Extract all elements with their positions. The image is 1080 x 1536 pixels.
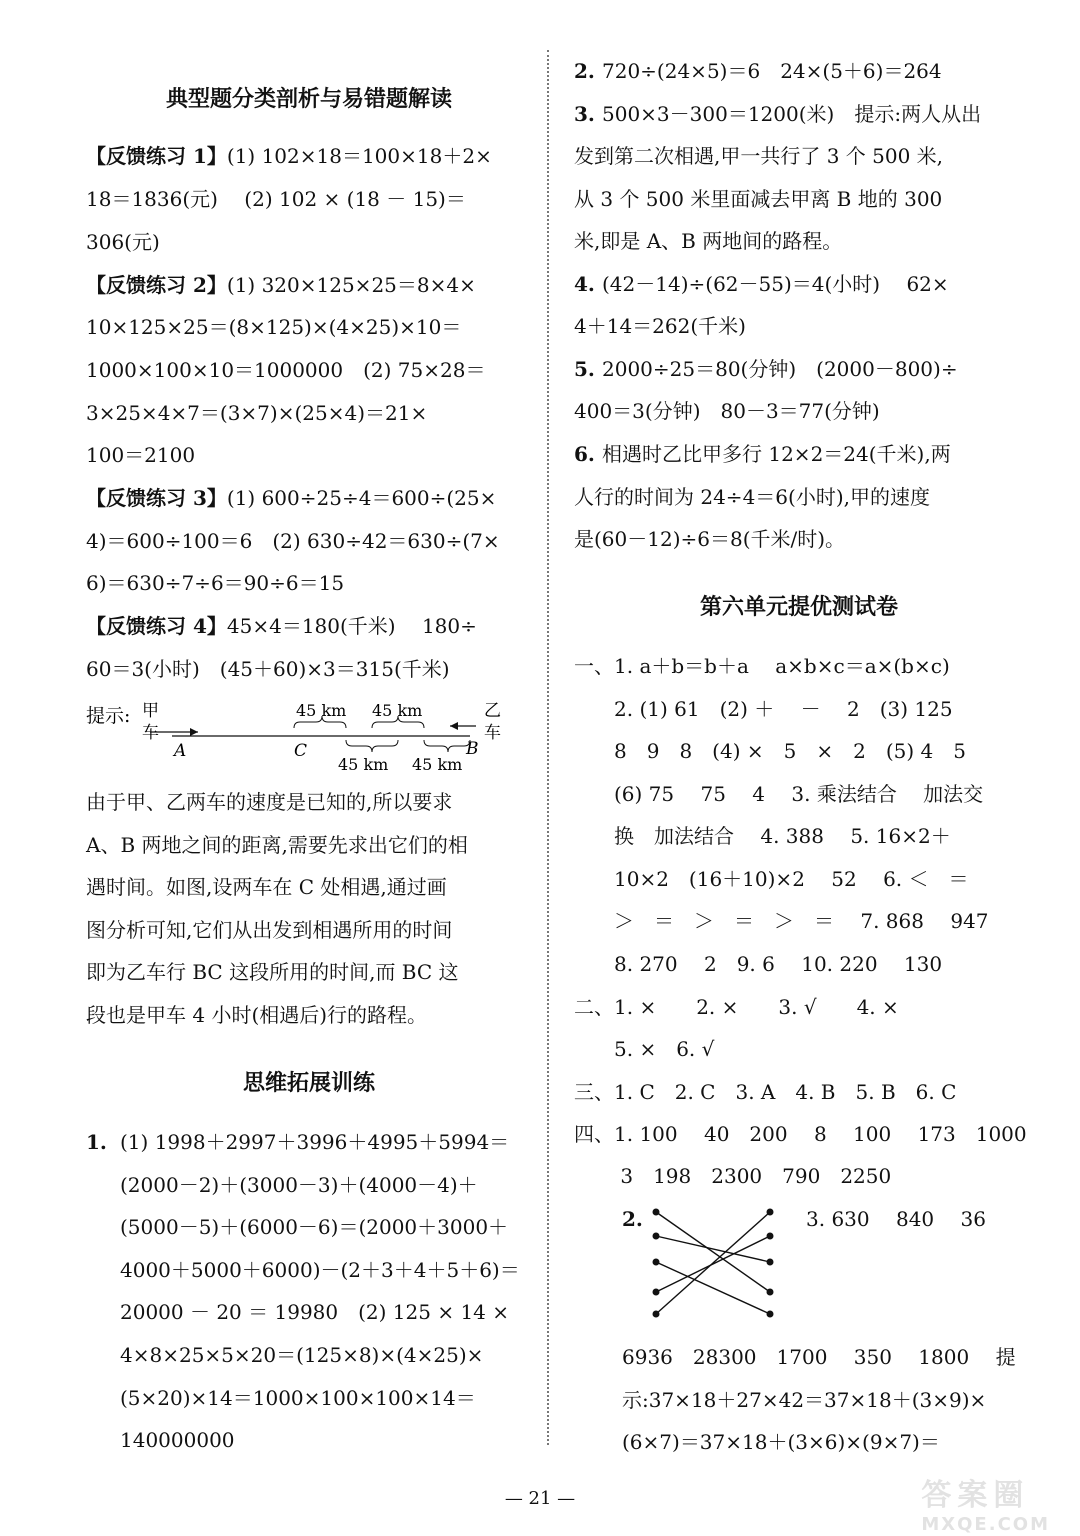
match-dot [653, 1233, 660, 1240]
r-item-6-line-2: 人行的时间为 24÷4＝6(小时),甲的速度 [574, 485, 930, 509]
match-line [656, 1212, 770, 1314]
car-a-label-1: 甲 [142, 701, 159, 721]
bottom-brace-2 [424, 740, 470, 752]
r-item-2-line-1: 720÷(24×5)＝6 24×(5＋6)＝264 [602, 59, 942, 83]
r-item-6-line-3: 是(60－12)÷6＝8(千米/时)。 [574, 527, 846, 551]
q1-line-6: 4×8×25×5×20＝(125×8)×(4×25)× [120, 1343, 484, 1367]
feedback-1-line-1: 【反馈练习 1】(1) 102×18＝100×18＋2× [86, 144, 492, 168]
r-item-4-line-1: (42－14)÷(62－55)＝4(小时) 62× [602, 272, 949, 296]
match-line [656, 1236, 770, 1262]
hint-label: 提示: [86, 705, 131, 727]
car-b-label-1: 乙 [484, 701, 501, 721]
q1-line-1: (1) 1998＋2997＋3996＋4995＋5994＝ [120, 1130, 510, 1154]
q1-line-3: (5000－5)＋(6000－6)＝(2000＋3000＋ [120, 1215, 509, 1239]
car-a-label-2: 车 [142, 723, 159, 743]
r-item-6-num: 6. [574, 442, 595, 466]
q1-line-8: 140000000 [120, 1428, 235, 1452]
car-b-arrowhead [450, 722, 458, 730]
match-dot [767, 1233, 774, 1240]
matching-diagram [648, 1200, 788, 1332]
part2-line-2: 5. × 6. √ [574, 1037, 715, 1061]
r-item-3-line-3: 从 3 个 500 米里面减去甲离 B 地的 300 [574, 187, 943, 211]
r-item-3-line-1: 500×3－300＝1200(米) 提示:两人从出 [602, 102, 982, 126]
r-item-6-line-1: 相遇时乙比甲多行 12×2＝24(千米),两 [602, 442, 951, 466]
part1-line-3: 8 9 8 (4) × 5 × 2 (5) 4 5 [574, 739, 966, 763]
r-item-3-line-2: 发到第二次相遇,甲一共行了 3 个 500 米, [574, 144, 944, 168]
feedback-2-line-1: 【反馈练习 2】(1) 320×125×25＝8×4× [86, 273, 476, 297]
car-a-arrowhead [190, 728, 198, 736]
watermark-url: MXQE.COM [921, 1514, 1050, 1535]
match-dot [767, 1311, 774, 1318]
q1-line-4: 4000＋5000＋6000)－(2＋3＋4＋5＋6)＝ [120, 1258, 520, 1282]
tail-line-3: (6×7)＝37×18＋(3×6)×(9×7)＝ [622, 1430, 940, 1454]
r-item-5-num: 5. [574, 357, 595, 381]
r-item-4-line-2: 4＋14＝262(千米) [574, 314, 746, 338]
feedback-2-line-2: 10×125×25＝(8×125)×(4×25)×10＝ [86, 315, 462, 339]
top-label-1: 45 km [296, 701, 347, 720]
part1-line-6: 10×2 (16＋10)×2 52 6. ＜ ＝ [574, 867, 969, 891]
r-item-2-num: 2. [574, 59, 595, 83]
match-dot [653, 1209, 660, 1216]
r-item-3-line-4: 米,即是 A、B 两地间的路程。 [574, 229, 843, 253]
explain-line-4: 图分析可知,它们从出发到相遇所用的时间 [86, 918, 453, 942]
feedback-1-line-2: 18＝1836(元) (2) 102 × (18 － 15)＝ [86, 187, 466, 211]
feedback-3-line-3: 6)＝630÷7÷6＝90÷6＝15 [86, 571, 345, 595]
page-number: — 21 — [504, 1488, 576, 1509]
explain-line-3: 遇时间。如图,设两车在 C 处相遇,通过画 [86, 875, 447, 899]
bottom-label-1: 45 km [338, 755, 389, 774]
r-item-4-num: 4. [574, 272, 595, 296]
watermark-title: 答案圈 [921, 1478, 1030, 1513]
explain-line-1: 由于甲、乙两车的速度是已知的,所以要求 [86, 790, 453, 814]
column-divider [547, 50, 549, 1445]
match-line [656, 1212, 770, 1292]
part1-line-8: 8. 270 2 9. 6 10. 220 130 [574, 952, 943, 976]
explain-line-5: 即为乙车行 BC 这段所用的时间,而 BC 这 [86, 960, 459, 984]
part1-line-2: 2. (1) 61 (2) ＋ － 2 (3) 125 [574, 697, 953, 721]
q1-number: 1. [86, 1130, 107, 1154]
feedback-2-line-5: 100＝2100 [86, 443, 196, 467]
section-title-unit-six: 第六单元提优测试卷 [699, 594, 898, 620]
watermark [921, 1470, 1050, 1535]
r-item-3-num: 3. [574, 102, 595, 126]
feedback-2-line-3: 1000×100×10＝1000000 (2) 75×28＝ [86, 358, 486, 382]
tail-line-1: 6936 28300 1700 350 1800 提 [622, 1345, 1016, 1369]
meeting-diagram [86, 696, 532, 776]
part1-line-7: ＞ ＝ ＞ ＝ ＞ ＝ 7. 868 947 [574, 909, 989, 933]
feedback-2-line-4: 3×25×4×7＝(3×7)×(25×4)＝21× [86, 401, 428, 425]
match-dot [653, 1259, 660, 1266]
q1-line-2: (2000－2)＋(3000－3)＋(4000－4)＋ [120, 1173, 478, 1197]
feedback-3-line-2: 4)＝600÷100＝6 (2) 630÷42＝630÷(7× [86, 529, 500, 553]
part3-line: 三、1. C 2. C 3. A 4. B 5. B 6. C [574, 1080, 957, 1104]
match-dot [653, 1311, 660, 1318]
point-c: C [294, 741, 308, 761]
match-dot [767, 1259, 774, 1266]
explain-line-6: 段也是甲车 4 小时(相遇后)行的路程。 [86, 1003, 428, 1027]
part4-line-1: 四、1. 100 40 200 8 100 173 1000 [574, 1122, 1027, 1146]
section-title-thinking: 思维拓展训练 [242, 1070, 375, 1096]
feedback-4-line-1: 【反馈练习 4】45×4＝180(千米) 180÷ [86, 614, 477, 638]
q2-label: 2. [622, 1207, 643, 1231]
point-a: A [174, 741, 187, 761]
q1-line-5: 20000 － 20 ＝ 19980 (2) 125 × 14 × [120, 1300, 510, 1324]
q1-line-7: (5×20)×14＝1000×100×100×14＝ [120, 1386, 476, 1410]
match-dot [767, 1209, 774, 1216]
part1-line-1: 一、1. a＋b＝b＋a a×b×c＝a×(b×c) [574, 654, 950, 678]
feedback-4-line-2: 60＝3(小时) (45＋60)×3＝315(千米) [86, 657, 450, 681]
match-dot [767, 1289, 774, 1296]
r-item-5-line-2: 400＝3(分钟) 80－3＝77(分钟) [574, 399, 880, 423]
feedback-1-line-3: 306(元) [86, 230, 160, 254]
match-line [656, 1236, 770, 1292]
top-label-2: 45 km [372, 701, 423, 720]
feedback-3-line-1: 【反馈练习 3】(1) 600÷25÷4＝600÷(25× [86, 486, 497, 510]
part2-line-1: 二、1. × 2. × 3. √ 4. × [574, 995, 899, 1019]
car-b-label-2: 车 [484, 723, 501, 743]
part1-line-4: (6) 75 75 4 3. 乘法结合 加法交 [574, 782, 984, 806]
match-line [656, 1262, 770, 1314]
q3-answer: 3. 630 840 36 [806, 1207, 986, 1231]
point-b: B [466, 739, 479, 759]
part4-line-2: 3 198 2300 790 2250 [574, 1164, 892, 1188]
section-title-analysis: 典型题分类剖析与易错题解读 [165, 86, 452, 112]
bottom-label-2: 45 km [412, 755, 463, 774]
explain-line-2: A、B 两地之间的距离,需要先求出它们的相 [86, 833, 468, 857]
bottom-brace-1 [346, 740, 398, 752]
tail-line-2: 示:37×18＋27×42＝37×18＋(3×9)× [622, 1388, 987, 1412]
match-dot [653, 1289, 660, 1296]
r-item-5-line-1: 2000÷25＝80(分钟) (2000－800)÷ [602, 357, 958, 381]
part1-line-5: 换 加法结合 4. 388 5. 16×2＋ [574, 824, 951, 848]
